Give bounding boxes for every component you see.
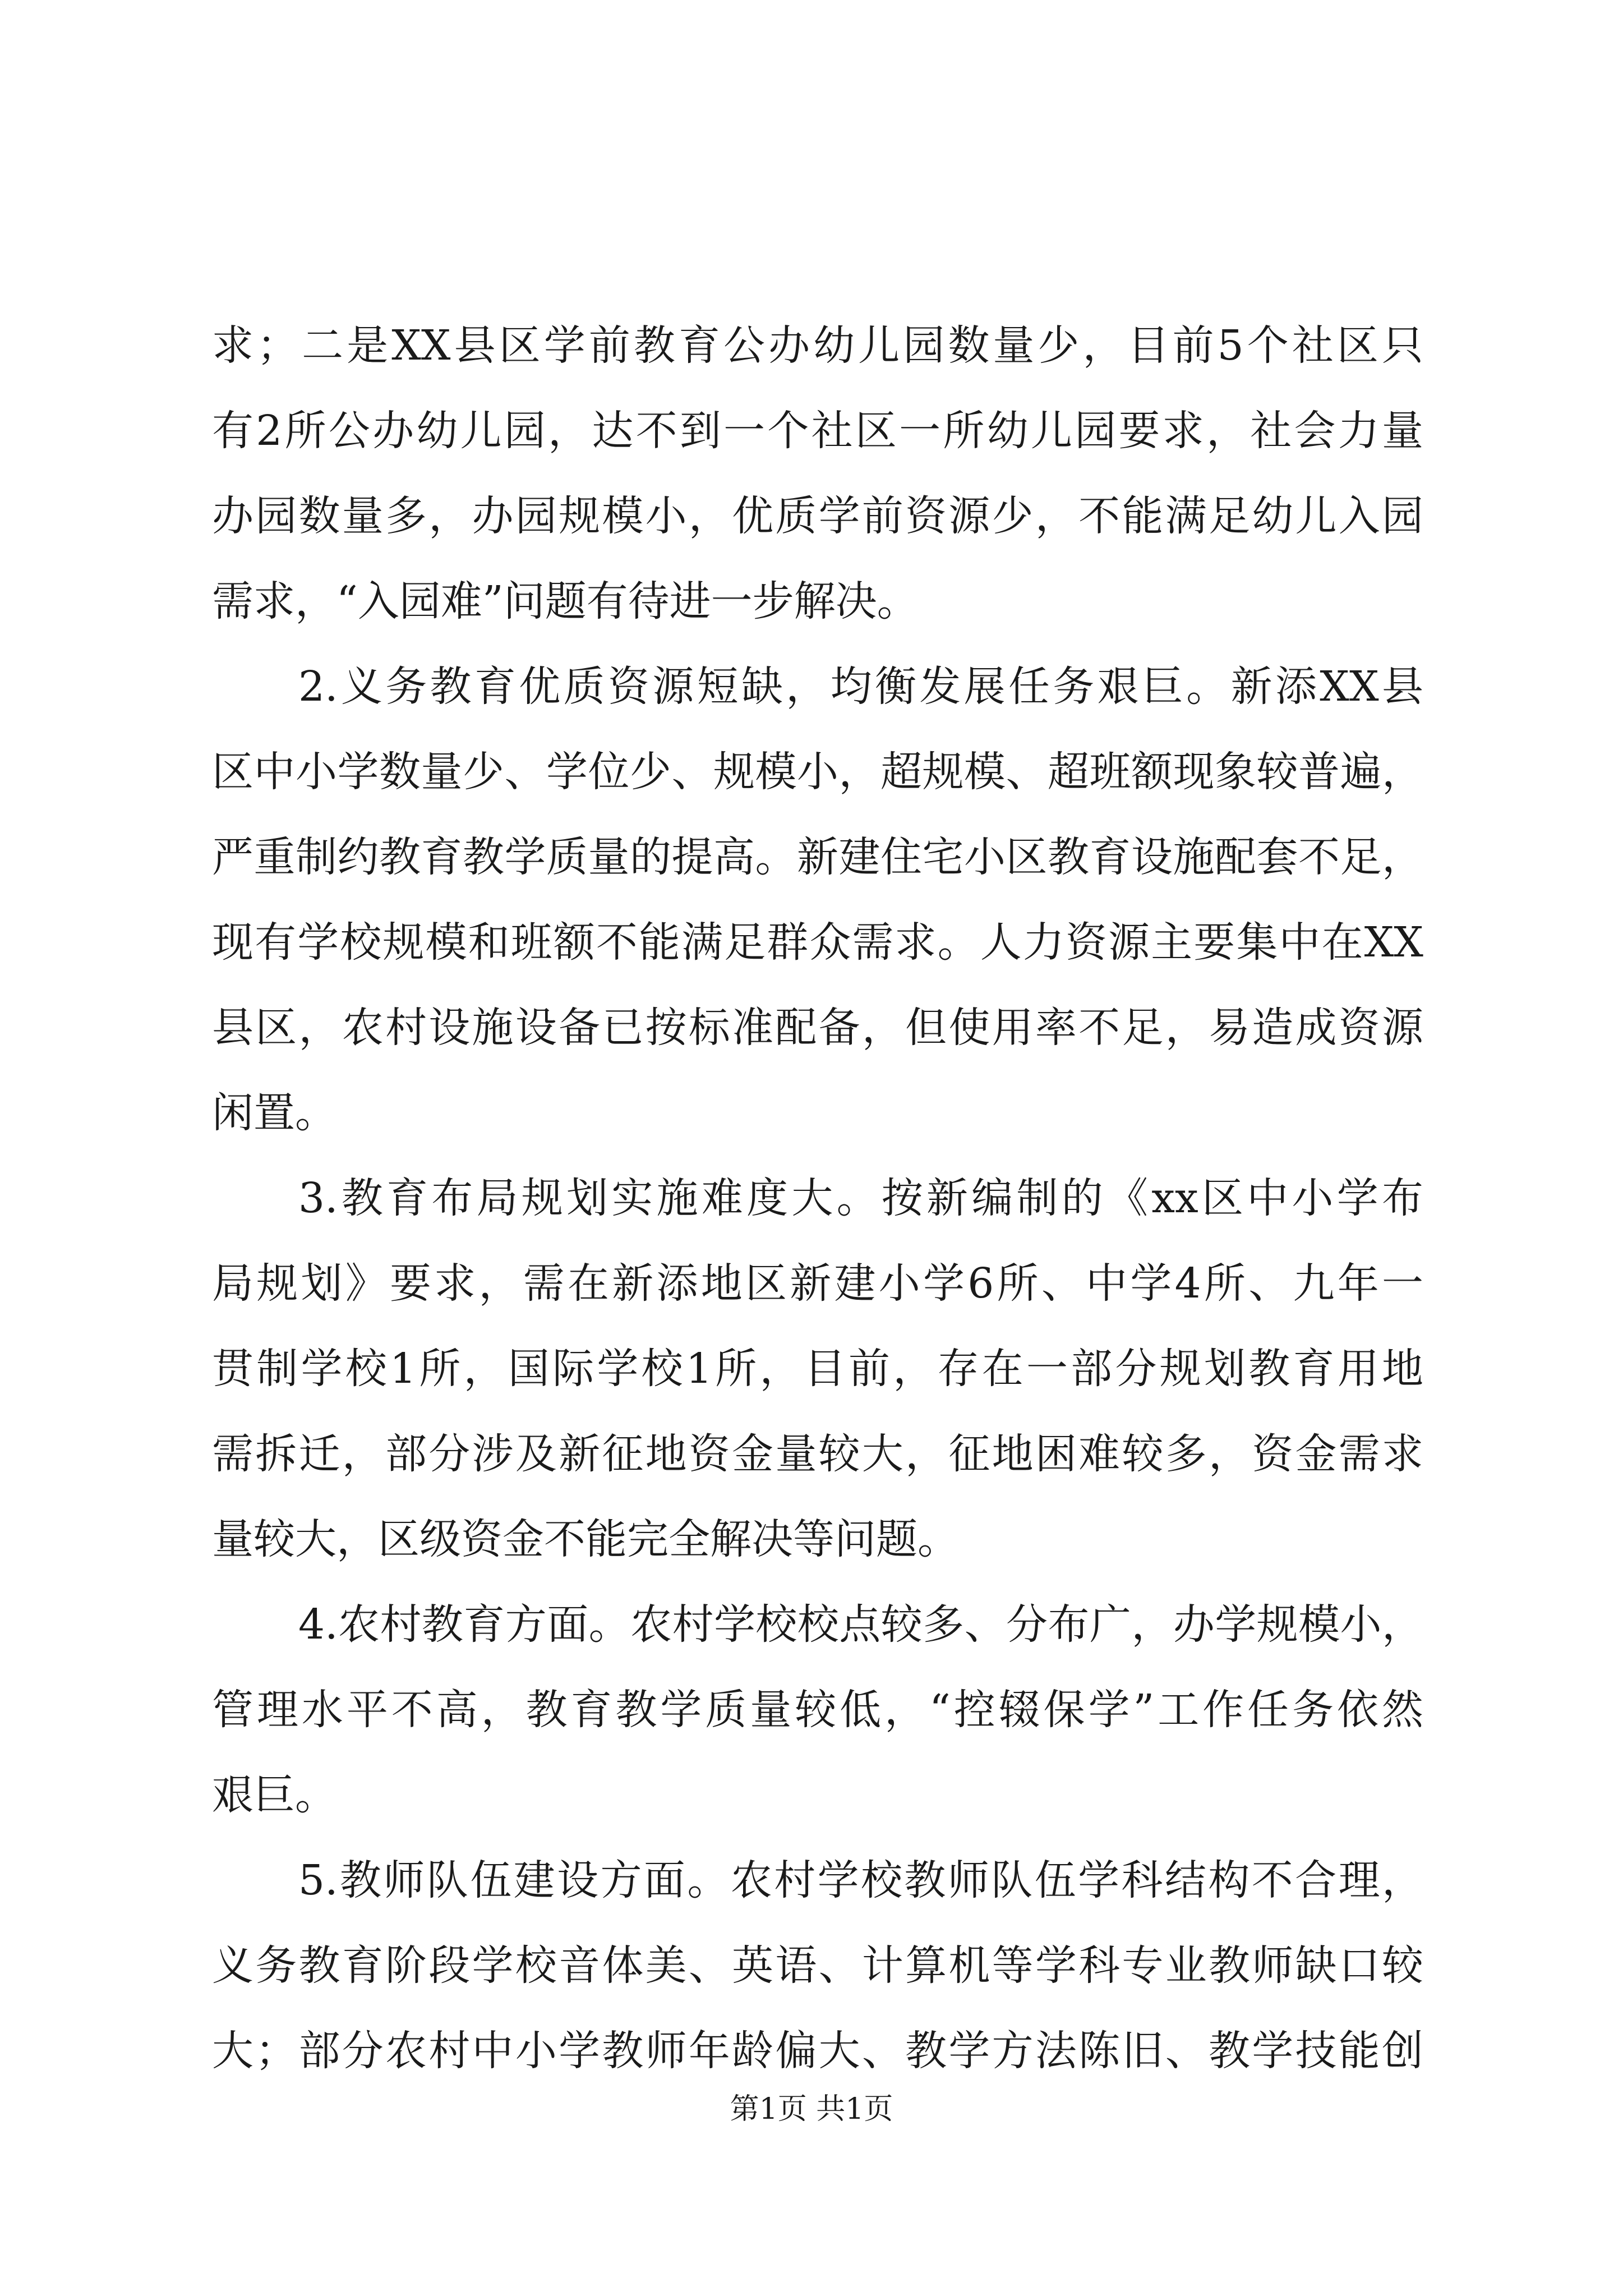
paragraph-2-first-line: 2.义务教育优质资源短缺，均衡发展任务艰巨。新添XX县 <box>298 662 1423 711</box>
text-line: 现有学校规模和班额不能满足群众需求。人力资源主要集中在XX <box>212 918 1423 967</box>
text-line: 区中小学数量少、学位少、规模小，超规模、超班额现象较普遍， <box>212 748 1423 796</box>
text-line: 需拆迁，部分涉及新征地资金量较大，征地困难较多，资金需求 <box>212 1430 1423 1478</box>
text-line: 求；二是XX县区学前教育公办幼儿园数量少，目前5个社区只 <box>212 321 1423 370</box>
text-line: 量较大，区级资金不能完全解决等问题。 <box>212 1515 959 1563</box>
text-line: 县区，农村设施设备已按标准配备，但使用率不足，易造成资源 <box>212 1004 1423 1052</box>
text-line: 义务教育阶段学校音体美、英语、计算机等学科专业教师缺口较 <box>212 1941 1423 1990</box>
paragraph-5-first-line: 5.教师队伍建设方面。农村学校教师队伍学科结构不合理， <box>298 1856 1423 1904</box>
text-line: 严重制约教育教学质量的提高。新建住宅小区教育设施配套不足， <box>212 833 1423 881</box>
paragraph-3-first-line: 3.教育布局规划实施难度大。按新编制的《xx区中小学布 <box>298 1174 1423 1222</box>
text-line: 需求，“入园难”问题有待进一步解决。 <box>212 577 919 625</box>
text-line: 办园数量多，办园规模小，优质学前资源少，不能满足幼儿入园 <box>212 492 1423 540</box>
text-line: 有2所公办幼儿园，达不到一个社区一所幼儿园要求，社会力量 <box>212 407 1423 455</box>
paragraph-4-first-line: 4.农村教育方面。农村学校校点较多、分布广，办学规模小， <box>298 1600 1423 1649</box>
text-line: 大；部分农村中小学教师年龄偏大、教学方法陈旧、教学技能创 <box>212 2027 1423 2075</box>
text-line: 艰巨。 <box>212 1771 336 1819</box>
text-line: 局规划》要求，需在新添地区新建小学6所、中学4所、九年一 <box>212 1259 1423 1308</box>
page-footer: 第1页 共1页 <box>730 2092 893 2126</box>
text-line: 管理水平不高，教育教学质量较低，“控辍保学”工作任务依然 <box>212 1686 1423 1734</box>
text-line: 贯制学校1所，国际学校1所，目前，存在一部分规划教育用地 <box>212 1345 1423 1393</box>
text-line: 闲置。 <box>212 1089 336 1137</box>
